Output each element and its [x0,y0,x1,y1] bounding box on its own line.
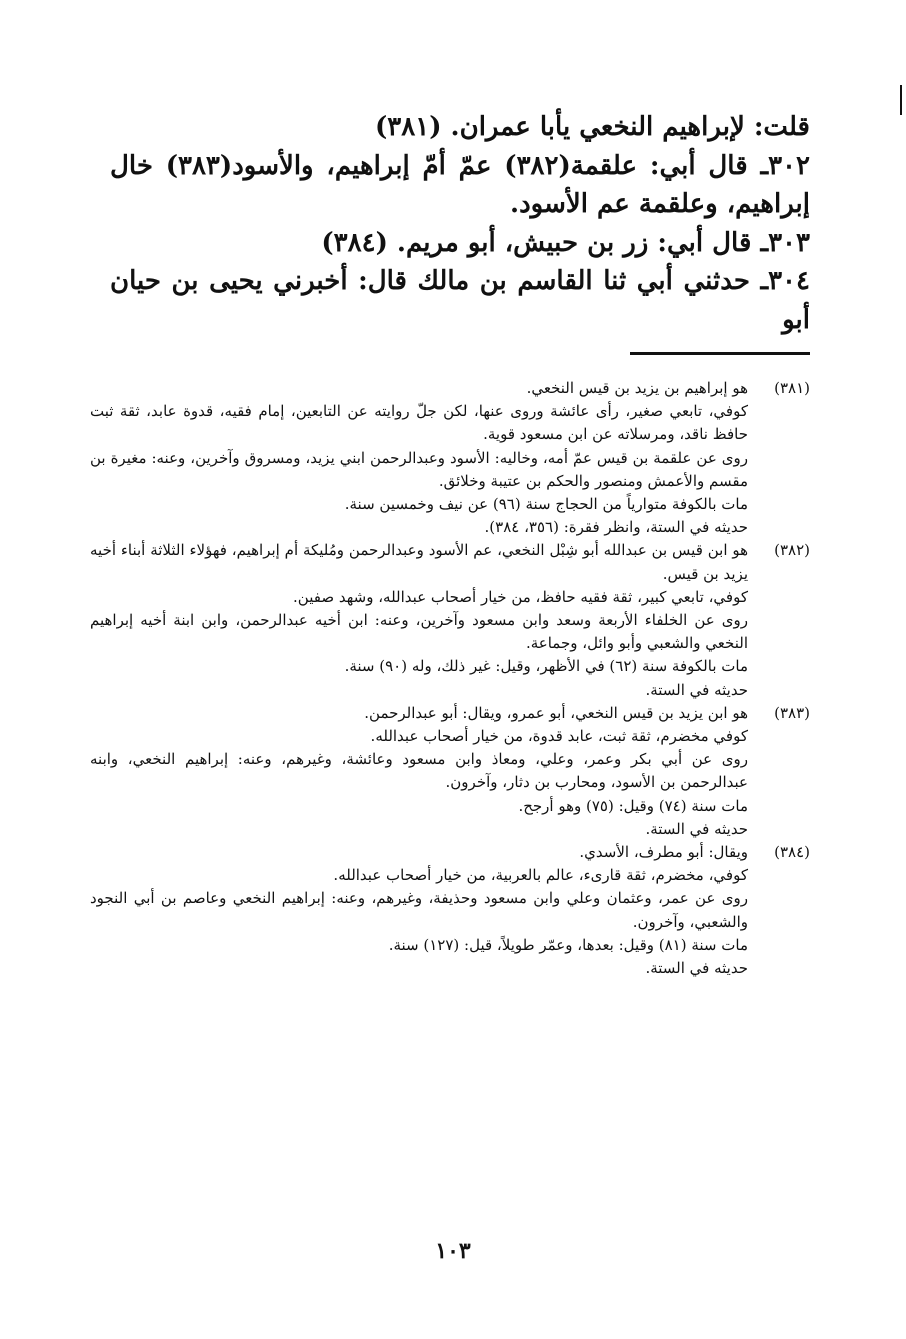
footnote-body [90,539,748,701]
footnote-paragraph: حديثه في الستة. [645,959,748,978]
footnote-paragraph: روى عن أبي بكر وعمر، وعلي، ومعاذ وابن مسعود وعائشة، وغيرهم، وعنه: إبراهيم النخعي، وابنه عبدالرحمن بن الأسود، ومحارب بن دثار، وآخرون. [90,750,748,792]
footnote-number: (٣٨٣) [774,703,810,722]
footnote-paragraph: روى عن الخلفاء الأربعة وسعد وابن مسعود وآخرين، وعنه: ابن أخيه عبدالرحمن، وابن ابنة أخيه إبراهيم النخعي والشعبي وأبو وائل، وجماعة. [90,611,748,653]
footnote-paragraph: كوفي، تابعي صغير، رأى عائشة وروى عنها، لكن جلّ روايته عن التابعين، إمام فقيه، قدوة عابد، ثقة ثبت حافظ ناقد، ومرسلاته عن ابن مسعود قوية. [90,402,748,444]
footnote-number: (٣٨١) [774,379,810,397]
footnote-paragraph: مات بالكوفة سنة (٦٢) في الأظهر، وقيل: غير ذلك، وله (٩٠) سنة. [344,657,748,676]
footnote-separator [630,352,810,355]
main-line: ٣٠٢ـ قال أبي: علقمة(٣٨٢) عمّ أمّ إبراهيم، والأسود(٣٨٣) خال إبراهيم، وعلقمة عم الأسود. [110,150,810,219]
page-number: ١٠٣ [435,1238,471,1264]
footnote-paragraph: ويقال: أبو مطرف، الأسدي. [579,843,748,862]
footnote [90,539,810,701]
footnote-paragraph: هو ابن قيس بن عبدالله أبو شِبْل النخعي، عم الأسود وعبدالرحمن ومُليكة أم إبراهيم، فهؤلاء الثلاثة أبناء أخيه يزيد بن قيس. [90,541,748,583]
main-line: ٣٠٣ـ قال أبي: زر بن حبيش، أبو مريم. (٣٨٤) [321,227,810,258]
footnote-paragraph: مات بالكوفة متوارياً من الحجاج سنة (٩٦) عن نيف وخمسين سنة. [344,495,748,514]
footnote-paragraph: كوفي، مخضرم، ثقة قارىء، عالم بالعربية، من خيار أصحاب عبدالله. [333,866,748,885]
footnote-number: (٣٨٤) [774,843,810,862]
footnote-paragraph: مات سنة (٨١) وقيل: بعدها، وعمّر طويلاً، قيل: (١٢٧) سنة. [388,935,748,954]
footnote-paragraph: مات سنة (٧٤) وقيل: (٧٥) وهو أرجح. [518,796,748,815]
footnote-paragraph: حديثه في الستة، وانظر فقرة: (٣٥٦، ٣٨٤). [484,518,748,537]
footnote [90,702,810,841]
main-line: قلت: لإبراهيم النخعي يأبا عمران. (٣٨١) [374,112,810,142]
footnote-paragraph: هو إبراهيم بن يزيد بن قيس النخعي. [526,379,748,397]
footnote-body [90,841,748,980]
footnote-body [90,377,748,539]
footnote [90,377,810,539]
footnote-paragraph: كوفي، تابعي كبير، ثقة فقيه حافظ، من خيار أصحاب عبدالله، وشهد صفين. [293,587,748,606]
footnote-paragraph: هو ابن يزيد بن قيس النخعي، أبو عمرو، ويقال: أبو عبدالرحمن. [364,703,748,722]
scan-edge-mark [900,85,902,115]
footnote-number: (٣٨٢) [774,541,810,560]
footnote-paragraph: كوفي مخضرم، ثقة ثبت، عابد قدوة، من خيار أصحاب عبدالله. [370,727,748,746]
main-text [110,108,810,339]
footnote-paragraph: حديثه في الستة. [645,819,748,838]
footnote [90,841,810,980]
footnote-paragraph: حديثه في الستة. [645,680,748,699]
main-line: ٣٠٤ـ حدثني أبي ثنا القاسم بن مالك قال: أخبرني يحيى بن حيان أبو [110,266,810,335]
footnote-paragraph: روى عن علقمة بن قيس عمّ أمه، وخاليه: الأسود وعبدالرحمن ابني يزيد، ومسروق وآخرين، وعنه: مغيرة بن مقسم والأعمش ومنصور والحكم بن عتيبة وخلائق. [90,448,748,490]
footnote-paragraph: روى عن عمر، وعثمان وعلي وابن مسعود وحذيفة، وغيرهم، وعنه: إبراهيم النخعي وعاصم بن أبي النجود والشعبي، وآخرون. [90,889,748,931]
footnote-body [90,702,748,841]
footnotes [90,377,810,980]
